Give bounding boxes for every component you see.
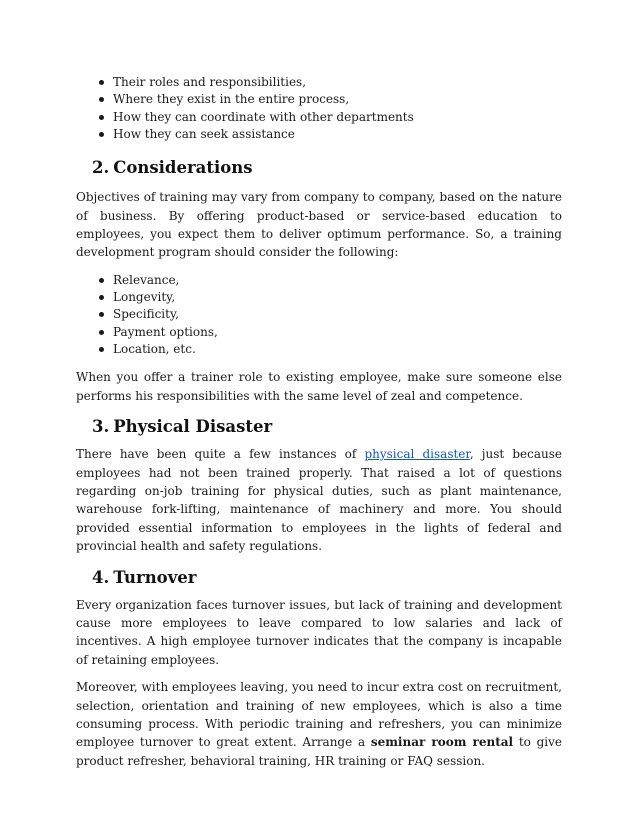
section-title: Physical Disaster (113, 417, 273, 437)
responsibilities-list (76, 74, 562, 143)
turnover-heading (76, 568, 562, 587)
list-item: Relevance, (99, 272, 562, 289)
physical-disaster-heading (76, 417, 562, 436)
section-number: 3. (92, 417, 110, 437)
seminar-room-rental-text: seminar room rental (370, 735, 514, 750)
physical-disaster-paragraph (76, 445, 562, 555)
list-item: How they can seek assistance (99, 126, 562, 143)
list-item: Payment options, (99, 324, 562, 341)
list-item: How they can coordinate with other departments (99, 109, 562, 126)
considerations-heading (76, 158, 562, 177)
section-number: 2. (92, 158, 110, 178)
list-item: Location, etc. (99, 341, 562, 358)
trainer-paragraph: When you offer a trainer role to existing employee, make sure someone else performs his responsibilities with the same level of zeal and competence. (76, 370, 562, 403)
paragraph-text: Moreover, with employees leaving, you need to incur extra cost on recruitment, selection, orientation and training of new employees, which is also a time consuming process. With periodic training and refreshers, you can minimize employee turnover to great extent. Arrange a (76, 680, 562, 750)
list-item: Specificity, (99, 306, 562, 323)
section-title: Turnover (113, 567, 197, 587)
turnover-paragraph-2 (76, 678, 562, 770)
list-item: Their roles and responsibilities, (99, 74, 562, 91)
paragraph-text: , just because employees had not been trained properly. That raised a lot of questions regarding on-job training for physical duties, such as plant maintenance, warehouse fork-lifting, maintenance of machinery and more. You should provided essential information to employees in the lights of federal and provincial health and safety regulations. (76, 447, 563, 554)
physical-disaster-link[interactable]: physical disaster (364, 447, 470, 462)
section-number: 4. (92, 567, 110, 587)
paragraph-text: to give product refresher, behavioral training, HR training or FAQ session. (76, 735, 562, 768)
turnover-paragraph: Every organization faces turnover issues, but lack of training and development cause more employees to leave compared to low salaries and lack of incentives. A high employee turnover indicates that the company is incapable of retaining employees. (76, 597, 562, 667)
considerations-list (76, 272, 562, 358)
list-item: Where they exist in the entire process, (99, 91, 562, 108)
considerations-paragraph: Objectives of training may vary from company to company, based on the nature of business. By offering product-based or service-based education to employees, you expect them to deliver optimum performance. So, a training development program should consider the following: (76, 190, 562, 260)
section-title: Considerations (113, 158, 253, 178)
paragraph-text: There have been quite a few instances of (76, 447, 365, 462)
list-item: Longevity, (99, 289, 562, 306)
